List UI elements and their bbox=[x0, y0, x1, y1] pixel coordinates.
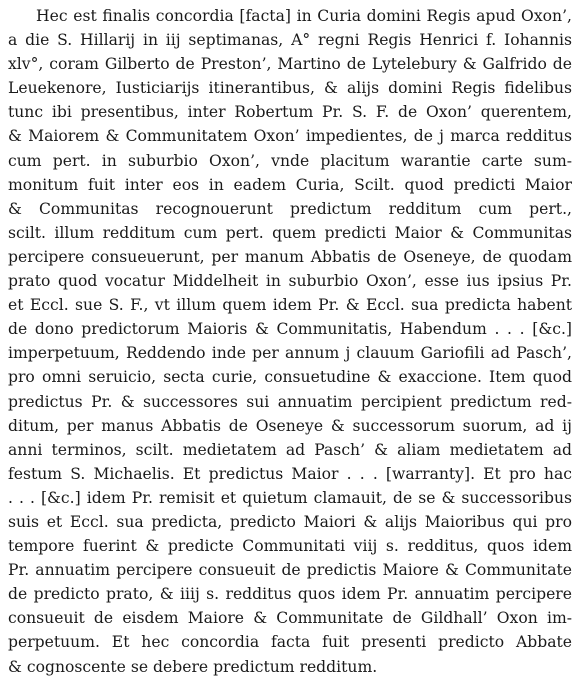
text-line: tunc ibi presentibus, inter Robertum Pr. S. F. de Oxon’ querentem, bbox=[8, 103, 572, 122]
text-line: & Maiorem & Communitatem Oxon’ impedientes, de j marca redditus bbox=[8, 127, 572, 146]
text-line: Hec est finalis concordia [facta] in Curia domini Regis apud Oxon’, bbox=[36, 7, 572, 25]
document-paragraph bbox=[8, 4, 572, 679]
text-line: pro omni seruicio, secta curie, consuetudine & exaccione. Item quod bbox=[8, 368, 572, 387]
text-line: imperpetuum, Reddendo inde per annum j clauum Gariofili ad Pasch’, bbox=[8, 344, 572, 363]
text-line: Leuekenore, Iusticiarijs itinerantibus, & alijs domini Regis fidelibus bbox=[8, 79, 572, 98]
text-line: a die S. Hillarij in iij septimanas, A° regni Regis Henrici f. Iohannis bbox=[8, 31, 572, 50]
text-line: de dono predictorum Maioris & Communitatis, Habendum . . . [&c.] bbox=[8, 320, 572, 339]
text-line: prato quod vocatur Middelheit in suburbio Oxon’, esse ius ipsius Pr. bbox=[8, 272, 572, 291]
text-line: & Communitas recognouerunt predictum redditum cum pert., bbox=[8, 199, 572, 218]
text-line: perpetuum. Et hec concordia facta fuit presenti predicto Abbate bbox=[8, 633, 572, 652]
text-line: Pr. annuatim percipere consueuit de predictis Maiore & Communitate bbox=[8, 561, 572, 580]
text-line: et Eccl. sue S. F., vt illum quem idem Pr. & Eccl. sua predicta habent bbox=[8, 296, 572, 315]
text-line: . . . [&c.] idem Pr. remisit et quietum clamauit, de se & successoribus bbox=[8, 488, 572, 507]
text-line: predictus Pr. & successores sui annuatim percipient predictum red- bbox=[8, 392, 572, 411]
text-line: tempore fuerint & predicte Communitati viij s. redditus, quos idem bbox=[8, 537, 572, 556]
text-line: de predicto prato, & iiij s. redditus quos idem Pr. annuatim percipere bbox=[8, 585, 572, 604]
text-line: percipere consueuerunt, per manum Abbatis de Oseneye, de quodam bbox=[8, 247, 572, 266]
text-line: suis et Eccl. sua predicta, predicto Maiori & alijs Maioribus qui pro bbox=[8, 512, 572, 531]
text-line: monitum fuit inter eos in eadem Curia, Scilt. quod predicti Maior bbox=[8, 175, 572, 194]
text-line: ditum, per manus Abbatis de Oseneye & successorum suorum, ad ij bbox=[8, 416, 572, 435]
text-line: scilt. illum redditum cum pert. quem predicti Maior & Communitas bbox=[8, 223, 572, 242]
text-line: consueuit de eisdem Maiore & Communitate de Gildhall’ Oxon im- bbox=[8, 609, 572, 628]
text-line: xlv°, coram Gilberto de Preston’, Martino de Lytelebury & Galfrido de bbox=[8, 55, 572, 74]
text-line: festum S. Michaelis. Et predictus Maior . . . [warranty]. Et pro hac bbox=[8, 464, 572, 483]
text-line: & cognoscente se debere predictum redditum. bbox=[8, 657, 378, 676]
text-line: cum pert. in suburbio Oxon’, vnde placitum warantie carte sum- bbox=[8, 151, 572, 170]
text-line: anni terminos, scilt. medietatem ad Pasch’ & aliam medietatem ad bbox=[8, 440, 572, 459]
